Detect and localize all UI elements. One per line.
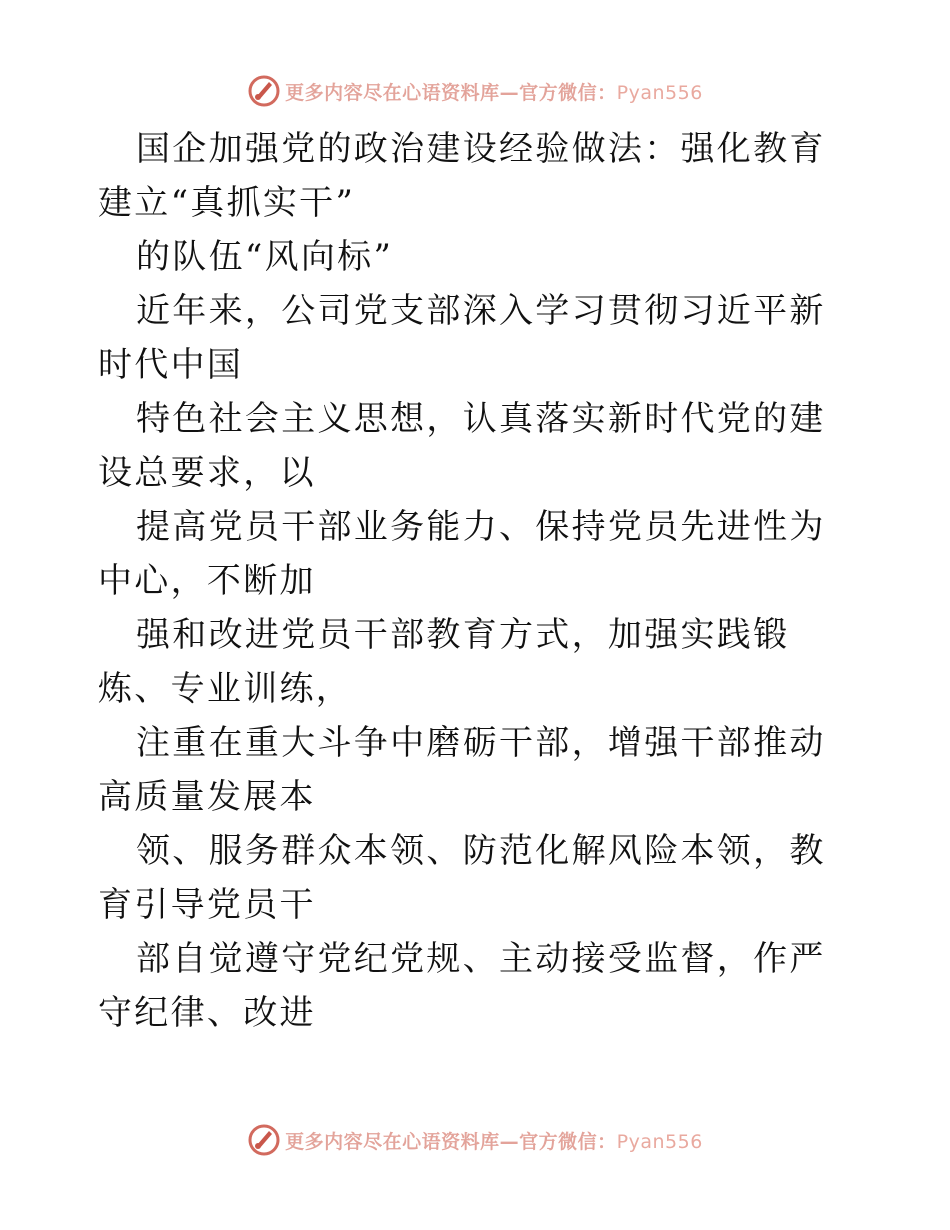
watermark-wechat-id: Pyan556: [616, 1130, 703, 1153]
document-paragraph: 国企加强党的政治建设经验做法：强化教育建立“真抓实干”: [98, 129, 826, 223]
document-paragraph: 部自觉遵守党纪党规、主动接受监督，作严守纪律、改进: [98, 939, 826, 1033]
watermark-text: 更多内容尽在心语资料库—官方微信：Pyan556: [285, 1130, 703, 1153]
red-seal-logo-icon: [247, 1123, 281, 1157]
document-paragraph: 领、服务群众本领、防范化解风险本领，教育引导党员干: [98, 831, 826, 925]
document-paragraph: 特色社会主义思想，认真落实新时代党的建设总要求，以: [98, 399, 826, 493]
footer-watermark: [0, 1120, 950, 1160]
watermark-text: 更多内容尽在心语资料库—官方微信：Pyan556: [285, 81, 703, 104]
watermark-wechat-id: Pyan556: [616, 81, 703, 104]
document-paragraph: 的队伍“风向标”: [136, 237, 394, 277]
header-watermark: [0, 71, 950, 111]
document-body: [98, 122, 858, 1040]
document-paragraph: 提高党员干部业务能力、保持党员先进性为中心，不断加: [98, 507, 826, 601]
document-paragraph: 注重在重大斗争中磨砺干部，增强干部推动高质量发展本: [98, 723, 826, 817]
document-paragraph: 近年来，公司党支部深入学习贯彻习近平新时代中国: [98, 291, 826, 385]
document-paragraph: 强和改进党员干部教育方式，加强实践锻炼、专业训练，: [98, 615, 790, 709]
red-seal-logo-icon: [247, 74, 281, 108]
